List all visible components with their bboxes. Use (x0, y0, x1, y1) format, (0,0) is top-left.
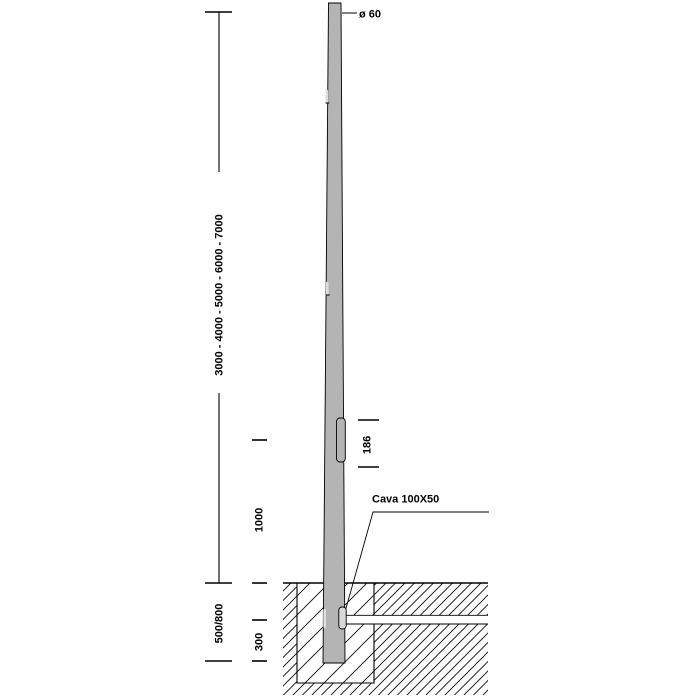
base-section-label: 1000 (253, 507, 266, 533)
cable-slot (339, 607, 346, 629)
hand-hole-height-label: 186 (361, 435, 374, 455)
cable-slot-left (323, 609, 326, 628)
cable-slot-depth-label: 300 (253, 632, 266, 652)
cable-conduit (346, 615, 488, 624)
cable-slot-label: Cava 100X50 (372, 493, 440, 506)
dimension-base-section (252, 440, 267, 661)
shaft-length-label: 3000 - 4000 - 5000 - 6000 - 7000 (213, 214, 226, 376)
embedment-label: 500/800 (213, 603, 226, 644)
hand-hole-door (337, 418, 346, 462)
diameter-label: ø 60 (359, 8, 382, 21)
